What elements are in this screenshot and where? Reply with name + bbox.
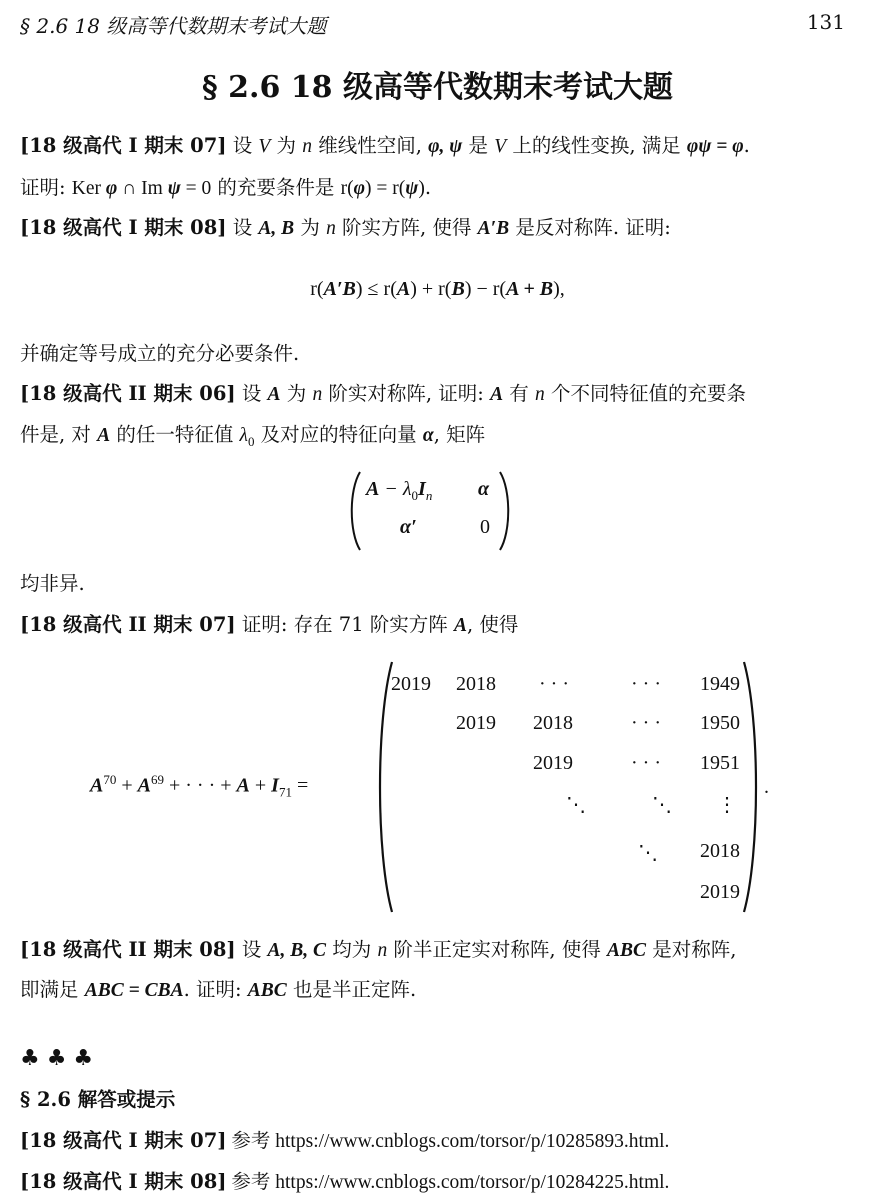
page-number: 131 [806,10,845,34]
matrix-entry: 2019 [456,712,496,734]
problem-tag: [18 级高代 II 期末 08] [20,938,236,961]
block-matrix [348,470,513,552]
problem-tag: [18 级高代 II 期末 07] [20,613,236,636]
problem-3-line-2: 件是, 对 A 的任一特征值 $\lambda_0$ 及对应的特征向量 α, 矩阵 [20,423,486,449]
solution-reference: 参考 https://www.cnblogs.com/torsor/p/10284225.html. [226,1172,670,1193]
matrix-entry: ⋱ [566,794,586,816]
problem-2-line-2: 并确定等号成立的充分必要条件. [20,342,300,365]
solution-item [20,1168,850,1197]
matrix-entry: 2018 [456,673,496,695]
right-paren [498,470,512,552]
matrix-polynomial-lhs: $A^{70} + A^{69}$ + · · · + $A + I_{71}$ = [90,772,309,800]
problem-tag: [18 级高代 I 期末 07] [20,134,227,157]
solution-item [20,1127,850,1156]
problem-1-line-1: [18 级高代 I 期末 07] 设 V 为 n 维线性空间, φ, ψ 是 V 上的线性变换, 满足 φψ = φ. [20,134,750,157]
problem-5-line-2: 即满足 ABC = CBA. 证明: ABC 也是半正定阵. [20,978,417,1001]
matrix-entry: · · · [631,752,661,774]
matrix-entry: 2018 [533,712,573,734]
problem-tag: [18 级高代 II 期末 06] [20,382,236,405]
matrix-entry: 2019 [533,752,573,774]
matrix-entry: 1951 [700,752,740,774]
matrix-cell-a22: 0 [480,516,490,538]
matrix-cell-a11: $A - \lambda_0I_n$ [366,478,433,503]
matrix-cell-a21: α′ [400,516,417,538]
solutions-heading: § 2.6 解答或提示 [20,1088,176,1111]
problem-5-line-1: [18 级高代 II 期末 08] 设 A, B, C 均为 n 阶半正定实对称阵, 使得 ABC 是对称阵, [20,938,737,961]
matrix-entry: ⋮ [717,794,737,816]
matrix-entry: 1949 [700,673,740,695]
problem-3-line-1: [18 级高代 II 期末 06] 设 A 为 n 阶实对称阵, 证明: A 有 n 个不同特征值的充要条 [20,382,746,405]
left-paren [348,470,362,552]
rank-inequality-formula: r(A′B) ≤ r(A) + r(B) − r(A + B), [310,278,565,300]
big-left-paren [376,660,394,914]
club-separator: ♣ ♣ ♣ [20,1046,94,1071]
solution-tag: [18 级高代 I 期末 08] [20,1170,227,1193]
matrix-entry: 2019 [391,673,431,695]
solution-tag: [18 级高代 I 期末 07] [20,1129,227,1152]
problem-1-line-2: 证明: Ker φ ∩ Im ψ = 0 的充要条件是 r(φ) = r(ψ). [20,176,432,199]
matrix-entry: 2018 [700,840,740,862]
running-header [20,10,845,36]
big-right-paren [742,660,760,914]
solution-reference: 参考 https://www.cnblogs.com/torsor/p/10285893.html. [226,1131,670,1152]
matrix-entry: ⋱ [652,794,672,816]
matrix-cell-a12: α [478,478,490,500]
problem-tag: [18 级高代 I 期末 08] [20,216,227,239]
matrix-entry: · · · [631,673,661,695]
matrix-entry: · · · [631,712,661,734]
formula-period: . [764,776,769,798]
section-title: § 2.6 18 级高等代数期末考试大题 [202,70,673,105]
problem-3-line-3: 均非异. [20,572,85,595]
matrix-entry: ⋱ [638,842,658,864]
problem-2-line-1: [18 级高代 I 期末 08] 设 A, B 为 n 阶实方阵, 使得 A′B 是反对称阵. 证明: [20,216,671,239]
problem-4-line-1: [18 级高代 II 期末 07] 证明: 存在 71 阶实方阵 A, 使得 [20,613,519,636]
running-header-section: § 2.6 18 级高等代数期末考试大题 [20,14,327,38]
matrix-entry: 1950 [700,712,740,734]
matrix-entry: · · · [539,673,569,695]
matrix-entry: 2019 [700,881,740,903]
upper-triangular-matrix [376,660,776,915]
